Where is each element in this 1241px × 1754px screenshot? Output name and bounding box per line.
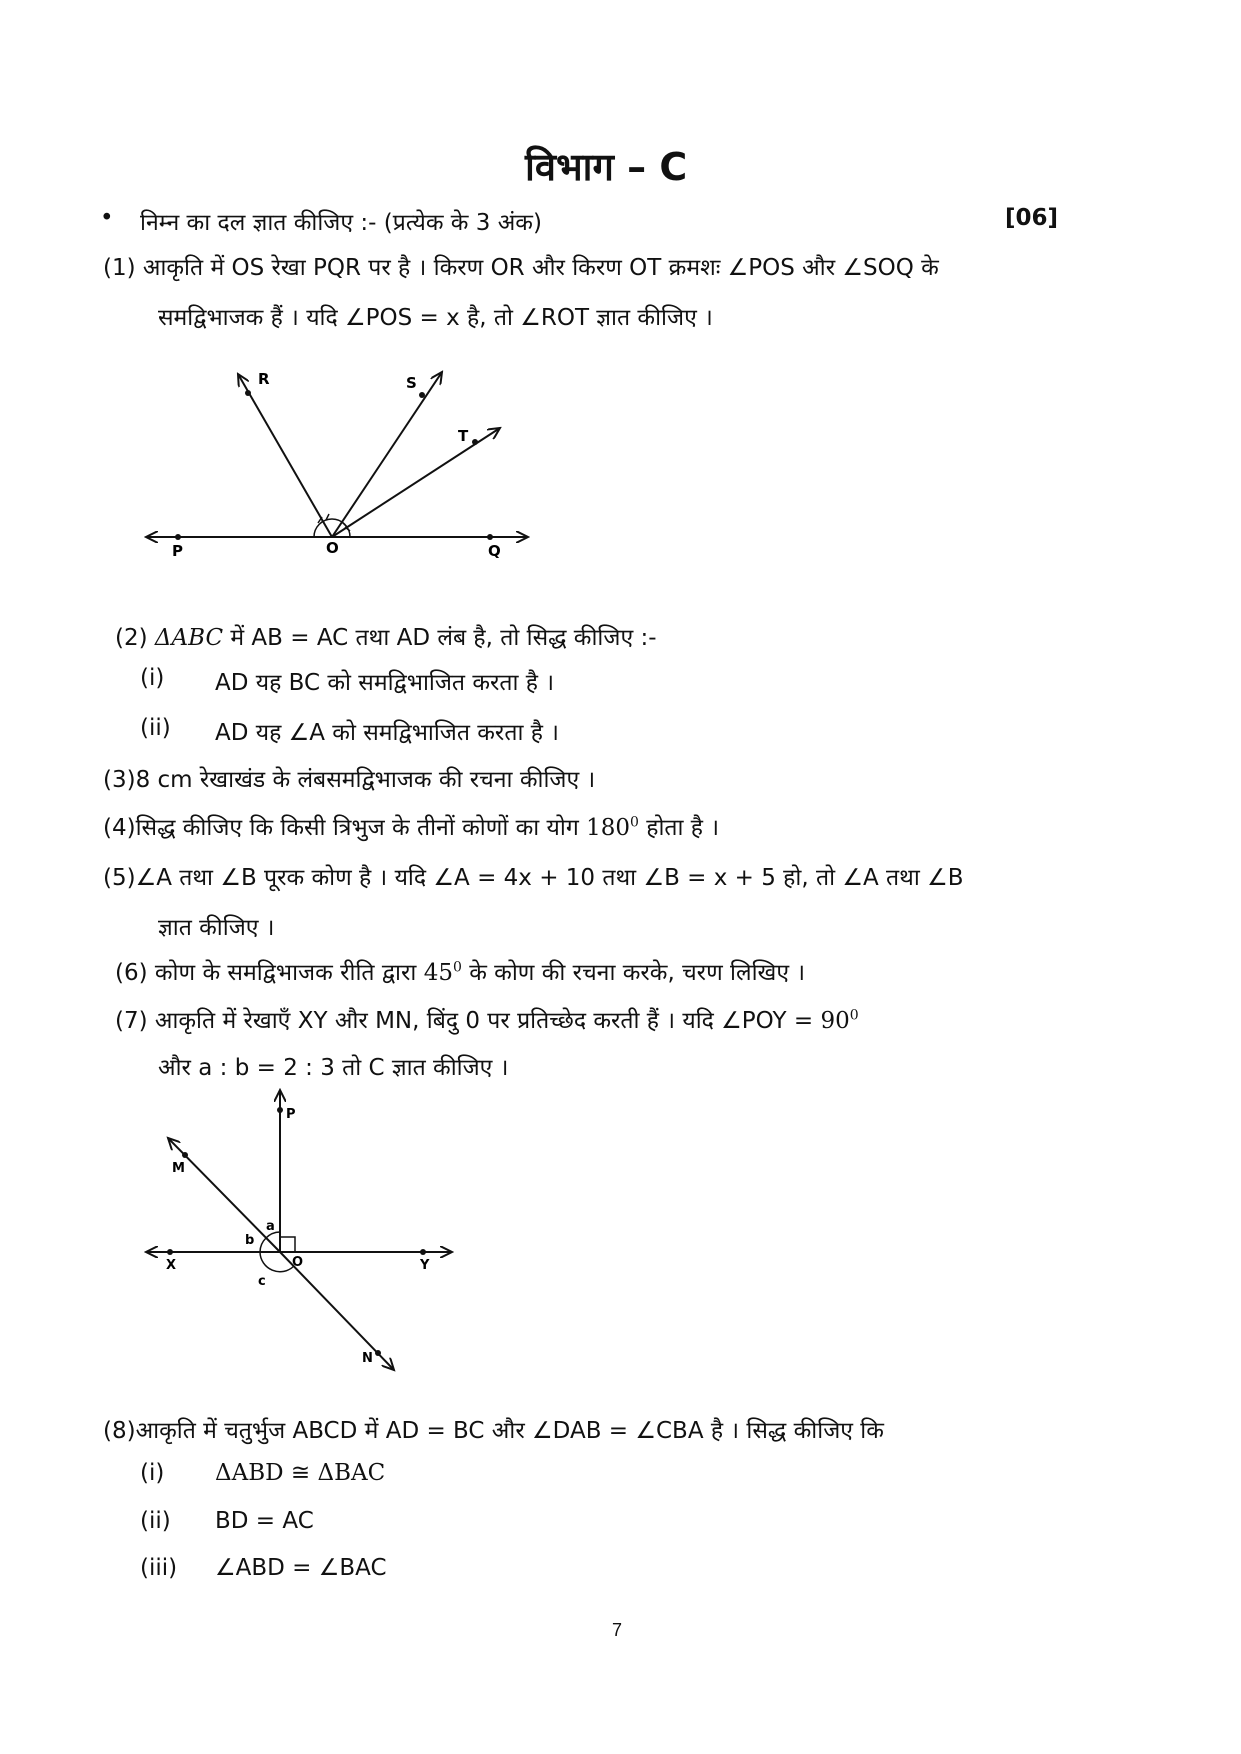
angle-b-arc [260, 1238, 266, 1252]
q8-part-3-text: ∠ABD = ∠BAC [215, 1555, 387, 1581]
q3-text: (3)8 cm रेखाखंड के लंबसमद्विभाजक की रचना कीजिए । [103, 767, 596, 793]
q8-intro: (8)आकृति में चतुर्भुज ABCD में AD = BC और ∠DAB = ∠CBA है । सिद्ध कीजिए कि [103, 1418, 884, 1444]
q8-part-1-text: ΔABD ≅ ΔBAC [215, 1460, 386, 1486]
fig1-label-t: T [458, 427, 469, 445]
fig1-label-s: S [406, 374, 417, 392]
bullet: • [100, 205, 114, 231]
q2-part-2-num: (ii) [140, 715, 171, 741]
section-title: विभाग – C [525, 145, 688, 189]
fig1-label-p: P [172, 542, 183, 560]
q8-part-2-text: BD = AC [215, 1508, 314, 1534]
q4-value: 180 [586, 815, 631, 841]
q5-line1: (5)∠A तथा ∠B पूरक कोण है । यदि ∠A = 4x + 10 तथा ∠B = x + 5 हो, तो ∠A तथा ∠B [103, 865, 964, 891]
q6-text: (6) कोण के समद्विभाजक रीति द्वारा $45^0$ के कोण की रचना करके, चरण लिखिए । [115, 959, 806, 986]
fig2-label-m: M [172, 1161, 185, 1176]
fig2-label-b: b [245, 1233, 255, 1248]
q2-triangle: ΔABC [154, 625, 224, 651]
fig1-label-r: R [258, 370, 270, 388]
fig2-label-x: X [166, 1258, 177, 1273]
q6-value: 45 [423, 960, 453, 986]
q7-line2: और a : b = 2 : 3 तो C ज्ञात कीजिए । [158, 1055, 509, 1081]
q7-line1: (7) आकृति में रेखाएँ XY और MN, बिंदु 0 पर प्रतिच्छेद करती हैं । यदि ∠POY = $90^0$ [115, 1007, 859, 1034]
q2-part-1-num: (i) [140, 665, 165, 691]
q1-line1: (1) आकृति में OS रेखा PQR पर है । किरण OR और किरण OT क्रमशः ∠POS और ∠SOQ के [103, 255, 939, 281]
figure-2-diagram [0, 1080, 1241, 1400]
q7-value: 90 [820, 1008, 850, 1034]
fig1-label-o: O [326, 539, 339, 557]
instruction-marks: [06] [1005, 205, 1059, 231]
instruction-text: निम्न का दल ज्ञात कीजिए :- (प्रत्येक के 3 अंक) [140, 210, 542, 236]
q2-intro: (2) ΔABC में AB = AC तथा AD लंब है, तो सिद्ध कीजिए :- [115, 625, 657, 651]
q2-part-1-text: AD यह BC को समद्विभाजित करता है । [215, 670, 555, 696]
fig2-label-a: a [266, 1219, 275, 1234]
fig2-label-n: N [362, 1351, 373, 1366]
fig2-label-y: Y [420, 1258, 430, 1273]
q8-part-2-num: (ii) [140, 1508, 171, 1534]
q2-part-2-text: AD यह ∠A को समद्विभाजित करता है । [215, 720, 559, 746]
q1-line2: समद्विभाजक हैं । यदि ∠POS = x है, तो ∠ROT ज्ञात कीजिए । [158, 305, 713, 331]
fig2-label-c: c [258, 1274, 266, 1289]
fig2-label-p: P [286, 1107, 296, 1122]
fig2-label-o: O [292, 1255, 304, 1270]
right-angle-mark [280, 1237, 295, 1252]
q8-part-1-num: (i) [140, 1460, 165, 1486]
page-number: 7 [612, 1620, 623, 1640]
figure-1-diagram [0, 0, 1241, 600]
ray-or [238, 374, 332, 537]
q5-line2: ज्ञात कीजिए । [158, 915, 275, 941]
fig1-label-q: Q [488, 542, 501, 560]
ray-os [332, 372, 442, 537]
q4-text: (4)सिद्ध कीजिए कि किसी त्रिभुज के तीनों कोणों का योग $180^0$ होता है । [103, 814, 720, 841]
q8-part-3-num: (iii) [140, 1555, 178, 1581]
